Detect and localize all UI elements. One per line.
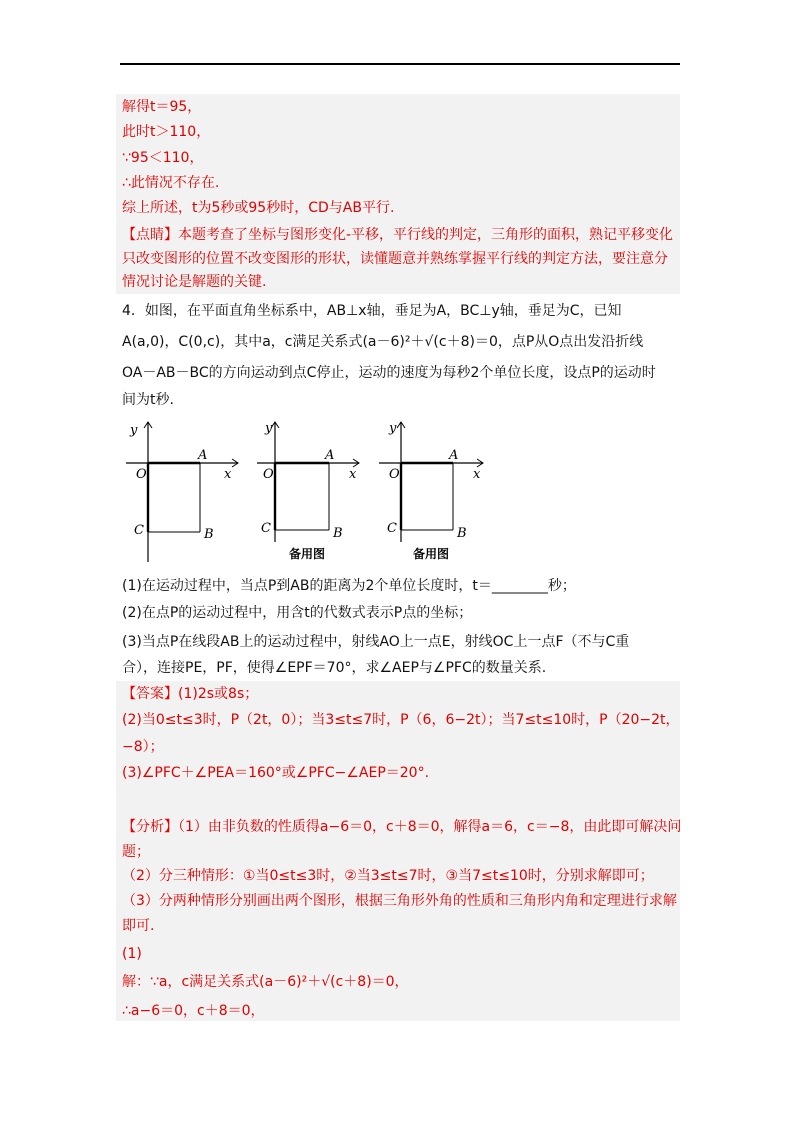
point-b-label: B — [457, 526, 467, 541]
answer-analysis-block — [116, 681, 680, 1021]
question-line: A(a,0)，C(0,c)，其中a，c满足关系式(a－6)²＋√(c＋8)＝0，点P从O点出发沿折线 — [122, 334, 644, 350]
point-c-label: C — [134, 523, 144, 538]
coordinate-figure-2 — [253, 418, 371, 564]
spare-figure-caption: 备用图 — [289, 547, 326, 561]
x-axis-label: x — [224, 467, 232, 482]
header-rule — [120, 63, 680, 65]
analysis-line: ∴a−6＝0，c＋8＝0， — [122, 1003, 265, 1019]
analysis-line: （3）分两种情形分别画出两个图形，根据三角形外角的性质和三角形内角和定理进行求解 — [122, 893, 677, 909]
analysis-line: 即可. — [122, 918, 155, 934]
question-part: (2)在点P的运动过程中，用含t的代数式表示P点的坐标； — [122, 605, 473, 621]
question-part: (3)当点P在线段AB上的运动过程中，射线AO上一点E，射线OC上一点F（不与C重 — [122, 634, 630, 650]
analysis-line: 解：∵a，c满足关系式(a－6)²＋√(c＋8)＝0， — [122, 974, 409, 990]
question-part: 合），连接PE，PF，使得∠EPF＝70°，求∠AEP与∠PFC的数量关系. — [122, 660, 547, 676]
answer-line: (2)当0≤t≤3时，P（2t，0）；当3≤t≤7时，P（6，6−2t）；当7≤t≤10时，P（20−2t， — [122, 712, 680, 728]
y-axis-label: y — [130, 423, 138, 438]
question-line: 间为t秒. — [122, 392, 174, 408]
solution-line: ∴此情况不存在. — [122, 175, 220, 191]
analysis-line: 【分析】（1）由非负数的性质得a−6＝0，c＋8＝0，解得a＝6，c＝−8，由此即可解决问 — [122, 819, 682, 835]
answer-line: −8）； — [122, 739, 164, 755]
x-axis-label: x — [349, 467, 357, 482]
answer-line: 【答案】(1)2s或8s； — [122, 686, 259, 702]
point-c-label: C — [261, 521, 271, 536]
y-axis-label: y — [265, 421, 273, 436]
point-a-label: A — [325, 448, 335, 463]
point-b-label: B — [333, 526, 343, 541]
question-line: OA－AB－BC的方向运动到点C停止，运动的速度为每秒2个单位长度，设点P的运动时 — [122, 365, 656, 381]
solution-line: 综上所述，t为5秒或95秒时，CD与AB平行. — [122, 200, 395, 216]
analysis-line: (1) — [122, 946, 142, 962]
x-axis-label: x — [473, 467, 481, 482]
origin-label: O — [389, 467, 400, 482]
analysis-line: 题； — [122, 844, 150, 860]
y-axis-label: y — [389, 421, 397, 436]
point-note-line: 只改变图形的位置不改变图形的形状，读懂题意并熟练掌握平行线的判定方法，要注意分 — [122, 251, 668, 267]
solution-line: 此时t＞110， — [122, 124, 211, 140]
coordinate-figure-3 — [375, 418, 493, 564]
question-part: (1)在运动过程中，当点P到AB的距离为2个单位长度时，t＝________秒； — [122, 578, 576, 594]
origin-label: O — [136, 467, 147, 482]
point-b-label: B — [204, 527, 214, 542]
origin-label: O — [263, 467, 274, 482]
analysis-line: （2）分三种情形：①当0≤t≤3时，②当3≤t≤7时，③当7≤t≤10时，分别求解即可； — [122, 868, 654, 884]
solution-line: 解得t＝95， — [122, 99, 202, 115]
solution-line: ∵95＜110， — [122, 150, 204, 166]
spare-figure-caption: 备用图 — [413, 547, 450, 561]
answer-line: (3)∠PFC＋∠PEA＝160°或∠PFC−∠AEP＝20°. — [122, 765, 430, 781]
point-note-line: 情况讨论是解题的关键. — [122, 274, 267, 290]
point-a-label: A — [198, 448, 208, 463]
point-c-label: C — [387, 521, 397, 536]
coordinate-figure-1 — [122, 418, 240, 564]
point-a-label: A — [449, 448, 459, 463]
point-note-line: 【点睛】本题考查了坐标与图形变化-平移，平行线的判定，三角形的面积，熟记平移变化 — [122, 227, 674, 243]
question-line: 4．如图，在平面直角坐标系中，AB⊥x轴，垂足为A，BC⊥y轴，垂足为C，已知 — [122, 303, 622, 319]
